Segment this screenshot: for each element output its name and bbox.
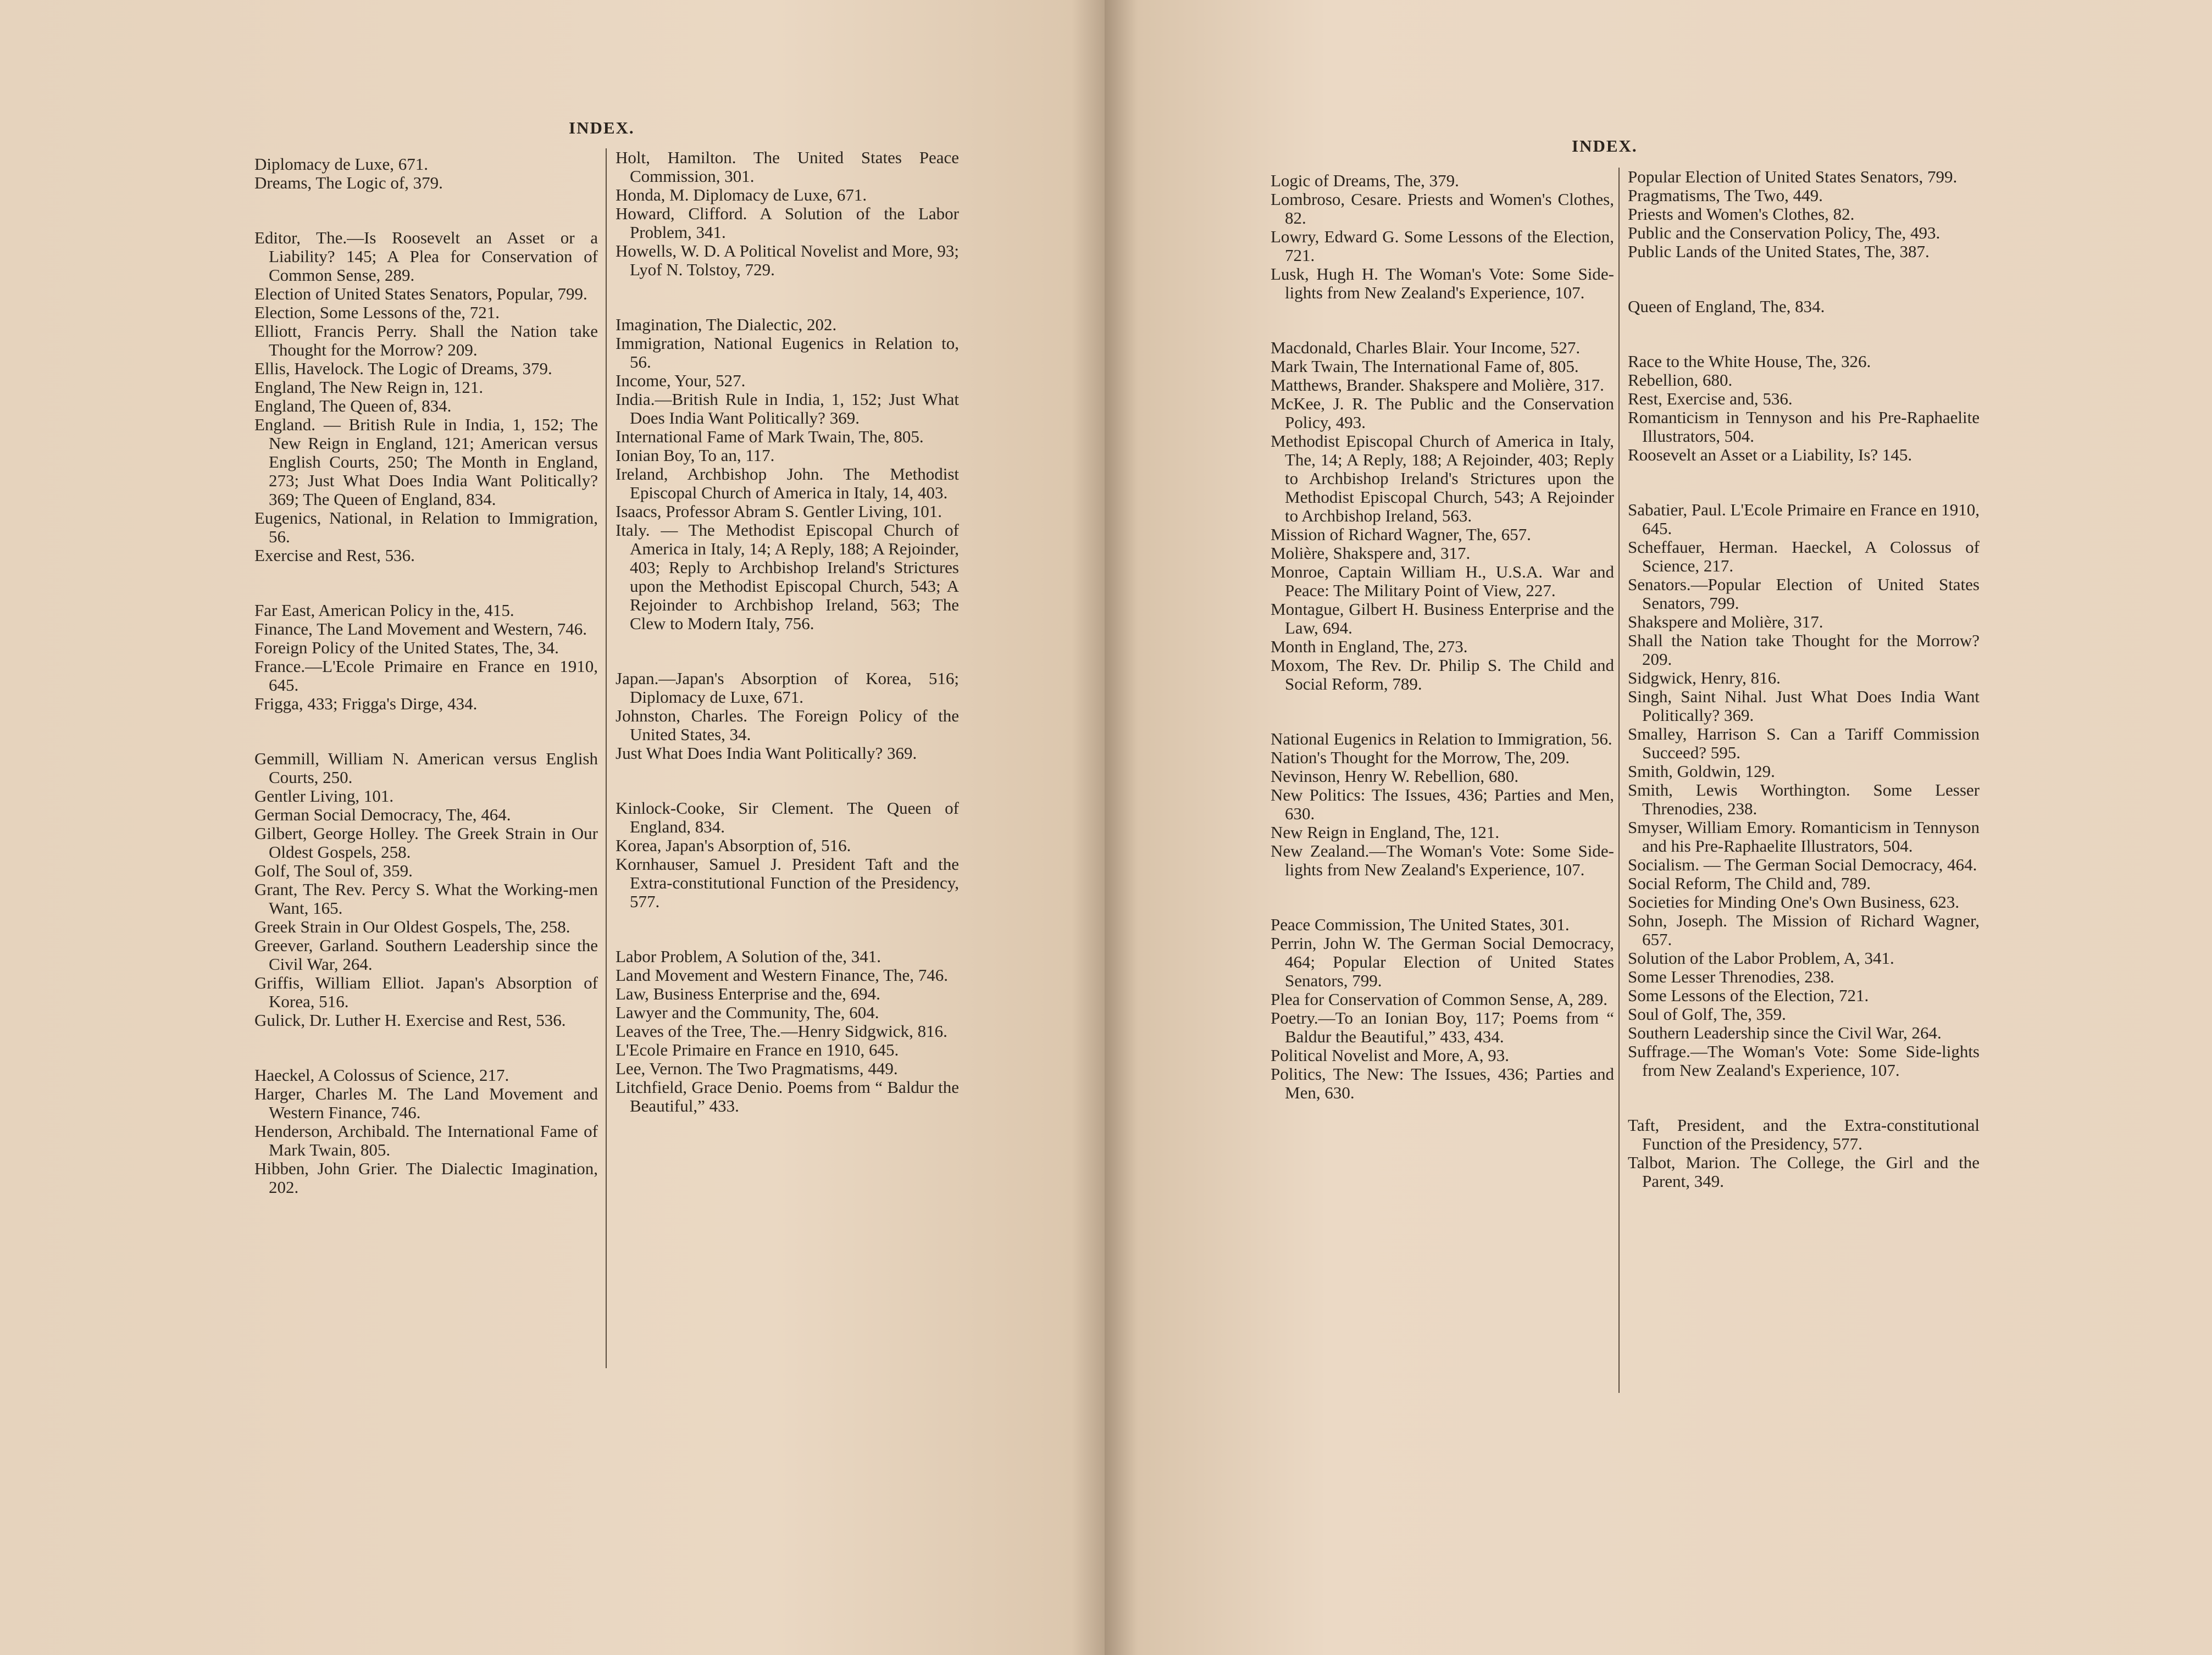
index-entry: Singh, Saint Nihal. Just What Does India Want Politically? 369. — [1628, 687, 1980, 725]
index-entry: Societies for Minding One's Own Business, 623. — [1628, 892, 1960, 912]
index-entry: Sabatier, Paul. L'Ecole Primaire en France en 1910, 645. — [1628, 500, 1980, 538]
index-entry: Public and the Conservation Policy, The, 493. — [1628, 223, 1941, 242]
index-entry: Just What Does India Want Politically? 369. — [616, 743, 917, 763]
index-entry: Diplomacy de Luxe, 671. — [254, 154, 428, 174]
index-entry: Finance, The Land Movement and Western, 746. — [254, 619, 587, 638]
index-entry: Korea, Japan's Absorption of, 516. — [616, 836, 851, 855]
index-entry: Sidgwick, Henry, 816. — [1628, 668, 1781, 687]
index-entry: Sohn, Joseph. The Mission of Richard Wagner, 657. — [1628, 911, 1980, 949]
index-entry: L'Ecole Primaire en France en 1910, 645. — [616, 1040, 899, 1059]
index-entry: Ellis, Havelock. The Logic of Dreams, 379. — [254, 359, 552, 378]
index-entry: Greek Strain in Our Oldest Gospels, The, 258. — [254, 917, 570, 936]
index-entry: Political Novelist and More, A, 93. — [1271, 1046, 1509, 1065]
column-rule — [606, 148, 607, 1368]
index-entry: Logic of Dreams, The, 379. — [1271, 171, 1459, 190]
index-entry: England, The Queen of, 834. — [254, 396, 452, 415]
right-column-2 — [1628, 168, 1980, 1191]
section-gap — [1628, 1080, 1980, 1116]
index-entry: Popular Election of United States Senators, 799. — [1628, 167, 1958, 186]
index-entry: Election of United States Senators, Popular, 799. — [254, 284, 587, 303]
index-entry: Perrin, John W. The German Social Democracy, 464; Popular Election of United States Senators, 799. — [1271, 934, 1614, 990]
index-entry: Ireland, Archbishop John. The Methodist Episcopal Church of America in Italy, 14, 403. — [616, 464, 959, 502]
index-entry: England. — British Rule in India, 1, 152; The New Reign in England, 121; American versus English Courts, 250; The Month in England, 273; Just What Does India Want Politically? 369; The Queen of England, 834. — [254, 415, 598, 509]
index-entry: France.—L'Ecole Primaire en France en 1910, 645. — [254, 657, 598, 695]
index-entry: Elliott, Francis Perry. Shall the Nation take Thought for the Morrow? 209. — [254, 321, 598, 359]
index-entry: Howells, W. D. A Political Novelist and More, 93; Lyof N. Tolstoy, 729. — [616, 241, 959, 279]
index-entry: Roosevelt an Asset or a Liability, Is? 145. — [1628, 445, 1912, 464]
index-entry: Ionian Boy, To an, 117. — [616, 446, 775, 465]
index-entry: Priests and Women's Clothes, 82. — [1628, 204, 1855, 224]
left-page — [0, 0, 1105, 1655]
index-entry: Law, Business Enterprise and the, 694. — [616, 984, 880, 1003]
index-entry: Lawyer and the Community, The, 604. — [616, 1003, 879, 1022]
index-entry: Month in England, The, 273. — [1271, 637, 1468, 656]
index-entry: Scheffauer, Herman. Haeckel, A Colossus of Science, 217. — [1628, 537, 1980, 575]
index-entry: New Politics: The Issues, 436; Parties and Men, 630. — [1271, 785, 1614, 823]
section-gap — [1628, 464, 1980, 501]
index-entry: Lee, Vernon. The Two Pragmatisms, 449. — [616, 1059, 898, 1078]
index-entry: Some Lesser Threnodies, 238. — [1628, 967, 1834, 986]
index-entry: Howard, Clifford. A Solution of the Labor Problem, 341. — [616, 204, 959, 242]
section-gap — [616, 633, 959, 669]
section-gap — [254, 1030, 598, 1066]
index-entry: Taft, President, and the Extra-constitutional Function of the Presidency, 577. — [1628, 1115, 1980, 1153]
index-entry: Peace Commission, The United States, 301. — [1271, 915, 1570, 934]
index-entry: Mission of Richard Wagner, The, 657. — [1271, 525, 1531, 544]
index-entry: Hibben, John Grier. The Dialectic Imagination, 202. — [254, 1159, 598, 1197]
index-entry: Dreams, The Logic of, 379. — [254, 173, 443, 192]
index-entry: Public Lands of the United States, The, 387. — [1628, 242, 1930, 261]
index-entry: Honda, M. Diplomacy de Luxe, 671. — [616, 185, 867, 204]
index-entry: Southern Leadership since the Civil War, 264. — [1628, 1023, 1942, 1042]
index-entry: Johnston, Charles. The Foreign Policy of the United States, 34. — [616, 706, 959, 744]
index-entry: India.—British Rule in India, 1, 152; Just What Does India Want Politically? 369. — [616, 390, 959, 427]
index-entry: Isaacs, Professor Abram S. Gentler Living, 101. — [616, 502, 943, 521]
index-entry: Nation's Thought for the Morrow, The, 209. — [1271, 748, 1570, 767]
column-rule — [1618, 168, 1620, 1393]
index-entry: Litchfield, Grace Denio. Poems from “ Baldur the Beautiful,” 433. — [616, 1078, 959, 1115]
section-gap — [1628, 261, 1980, 297]
index-entry: Macdonald, Charles Blair. Your Income, 527. — [1271, 338, 1581, 357]
index-entry: Politics, The New: The Issues, 436; Parties and Men, 630. — [1271, 1064, 1614, 1102]
index-entry: Socialism. — The German Social Democracy, 464. — [1628, 855, 1977, 874]
index-entry: Imagination, The Dialectic, 202. — [616, 315, 837, 334]
index-entry: Japan.—Japan's Absorption of Korea, 516; Diplomacy de Luxe, 671. — [616, 669, 959, 707]
index-entry: England, The New Reign in, 121. — [254, 377, 484, 397]
index-entry: Suffrage.—The Woman's Vote: Some Side-lights from New Zealand's Experience, 107. — [1628, 1042, 1980, 1080]
index-entry: Exercise and Rest, 536. — [254, 546, 415, 565]
index-entry: Pragmatisms, The Two, 449. — [1628, 186, 1823, 205]
index-entry: Holt, Hamilton. The United States Peace Commission, 301. — [616, 148, 959, 186]
index-entry: Eugenics, National, in Relation to Immigration, 56. — [254, 508, 598, 546]
index-entry: Rest, Exercise and, 536. — [1628, 389, 1793, 408]
index-entry: Leaves of the Tree, The.—Henry Sidgwick, 816. — [616, 1021, 947, 1041]
index-entry: Plea for Conservation of Common Sense, A, 289. — [1271, 990, 1608, 1009]
index-entry: Harger, Charles M. The Land Movement and Western Finance, 746. — [254, 1084, 598, 1122]
section-gap — [254, 713, 598, 749]
index-entry: Golf, The Soul of, 359. — [254, 861, 413, 880]
index-entry: Gentler Living, 101. — [254, 786, 394, 806]
index-entry: German Social Democracy, The, 464. — [254, 805, 511, 824]
index-entry: Shall the Nation take Thought for the Morrow? 209. — [1628, 631, 1980, 669]
index-entry: Race to the White House, The, 326. — [1628, 352, 1871, 371]
index-entry: Immigration, National Eugenics in Relation to, 56. — [616, 334, 959, 371]
index-entry: Matthews, Brander. Shakspere and Molière, 317. — [1271, 375, 1604, 395]
index-entry: Talbot, Marion. The College, the Girl and the Parent, 349. — [1628, 1153, 1980, 1191]
index-entry: Mark Twain, The International Fame of, 805. — [1271, 357, 1579, 376]
section-gap — [616, 763, 959, 799]
index-entry: National Eugenics in Relation to Immigration, 56. — [1271, 729, 1612, 748]
index-entry: Soul of Golf, The, 359. — [1628, 1004, 1786, 1024]
index-entry: Lusk, Hugh H. The Woman's Vote: Some Side-lights from New Zealand's Experience, 107. — [1271, 264, 1614, 302]
index-entry: Kinlock-Cooke, Sir Clement. The Queen of England, 834. — [616, 798, 959, 836]
index-entry: Grant, The Rev. Percy S. What the Working-men Want, 165. — [254, 880, 598, 918]
index-entry: Social Reform, The Child and, 789. — [1628, 874, 1871, 893]
index-entry: Molière, Shakspere and, 317. — [1271, 543, 1471, 563]
right-column-1 — [1271, 171, 1614, 1102]
index-entry: Kornhauser, Samuel J. President Taft and the Extra-constitutional Function of the Presidency, 577. — [616, 854, 959, 911]
index-entry: Senators.—Popular Election of United States Senators, 799. — [1628, 575, 1980, 613]
index-entry: New Zealand.—The Woman's Vote: Some Side-lights from New Zealand's Experience, 107. — [1271, 841, 1614, 879]
index-entry: Italy. — The Methodist Episcopal Church of America in Italy, 14; A Reply, 188; A Rejoinder, 403; Reply to Archbishop Ireland's Strictures upon the Methodist Episcopal Church, 543; A Rejoinder to Archbishop Ireland, 563; The Clew to Modern Italy, 756. — [616, 520, 959, 633]
index-entry: New Reign in England, The, 121. — [1271, 823, 1500, 842]
index-entry: Montague, Gilbert H. Business Enterprise and the Law, 694. — [1271, 599, 1614, 637]
left-column-1 — [254, 155, 598, 1197]
index-entry: Gilbert, George Holley. The Greek Strain in Our Oldest Gospels, 258. — [254, 824, 598, 862]
index-entry: Labor Problem, A Solution of the, 341. — [616, 947, 882, 966]
index-entry: Queen of England, The, 834. — [1628, 297, 1825, 316]
left-column-2 — [616, 148, 959, 1115]
index-entry: Haeckel, A Colossus of Science, 217. — [254, 1065, 509, 1085]
section-gap — [254, 192, 598, 229]
index-entry: Editor, The.—Is Roosevelt an Asset or a Liability? 145; A Plea for Conservation of Common Sense, 289. — [254, 228, 598, 285]
index-entry: Election, Some Lessons of the, 721. — [254, 303, 500, 322]
section-gap — [1271, 693, 1614, 730]
index-entry: Greever, Garland. Southern Leadership since the Civil War, 264. — [254, 936, 598, 974]
section-gap — [616, 911, 959, 947]
index-entry: Methodist Episcopal Church of America in Italy, The, 14; A Reply, 188; A Rejoinder, 403; Reply to Archbishop Ireland's Strictures upon the Methodist Episcopal Church, 543; A Rejoinder to Archbishop Ireland, 563. — [1271, 431, 1614, 525]
left-page-header: INDEX. — [569, 118, 635, 137]
index-entry: Henderson, Archibald. The International Fame of Mark Twain, 805. — [254, 1121, 598, 1159]
index-entry: Land Movement and Western Finance, The, 746. — [616, 965, 949, 985]
section-gap — [616, 279, 959, 315]
index-entry: Far East, American Policy in the, 415. — [254, 601, 514, 620]
index-entry: Poetry.—To an Ionian Boy, 117; Poems from “ Baldur the Beautiful,” 433, 434. — [1271, 1008, 1614, 1046]
section-gap — [1271, 879, 1614, 915]
index-entry: Smyser, William Emory. Romanticism in Tennyson and his Pre-Raphaelite Illustrators, 504. — [1628, 818, 1980, 856]
index-entry: Smith, Lewis Worthington. Some Lesser Threnodies, 238. — [1628, 780, 1980, 818]
section-gap — [254, 565, 598, 601]
section-gap — [1271, 302, 1614, 338]
right-page-header: INDEX. — [1572, 136, 1638, 155]
right-page — [1105, 0, 2212, 1655]
index-entry: Foreign Policy of the United States, The, 34. — [254, 638, 559, 657]
index-entry: Gulick, Dr. Luther H. Exercise and Rest, 536. — [254, 1010, 566, 1030]
index-entry: Gemmill, William N. American versus English Courts, 250. — [254, 749, 598, 787]
index-entry: Income, Your, 527. — [616, 371, 746, 390]
index-entry: Solution of the Labor Problem, A, 341. — [1628, 948, 1894, 968]
index-entry: Rebellion, 680. — [1628, 370, 1733, 390]
index-entry: Lowry, Edward G. Some Lessons of the Election, 721. — [1271, 227, 1614, 265]
index-entry: McKee, J. R. The Public and the Conservation Policy, 493. — [1271, 394, 1614, 432]
index-entry: Romanticism in Tennyson and his Pre-Raphaelite Illustrators, 504. — [1628, 408, 1980, 446]
index-entry: Shakspere and Molière, 317. — [1628, 612, 1823, 631]
index-entry: Smith, Goldwin, 129. — [1628, 762, 1775, 781]
index-entry: Griffis, William Elliot. Japan's Absorption of Korea, 516. — [254, 973, 598, 1011]
index-entry: Frigga, 433; Frigga's Dirge, 434. — [254, 694, 478, 713]
index-entry: Smalley, Harrison S. Can a Tariff Commission Succeed? 595. — [1628, 724, 1980, 762]
section-gap — [1628, 316, 1980, 352]
index-entry: Monroe, Captain William H., U.S.A. War and Peace: The Military Point of View, 227. — [1271, 562, 1614, 600]
index-entry: Lombroso, Cesare. Priests and Women's Clothes, 82. — [1271, 190, 1614, 227]
index-entry: International Fame of Mark Twain, The, 805. — [616, 427, 924, 446]
index-entry: Some Lessons of the Election, 721. — [1628, 986, 1869, 1005]
index-entry: Nevinson, Henry W. Rebellion, 680. — [1271, 767, 1519, 786]
index-entry: Moxom, The Rev. Dr. Philip S. The Child and Social Reform, 789. — [1271, 656, 1614, 693]
